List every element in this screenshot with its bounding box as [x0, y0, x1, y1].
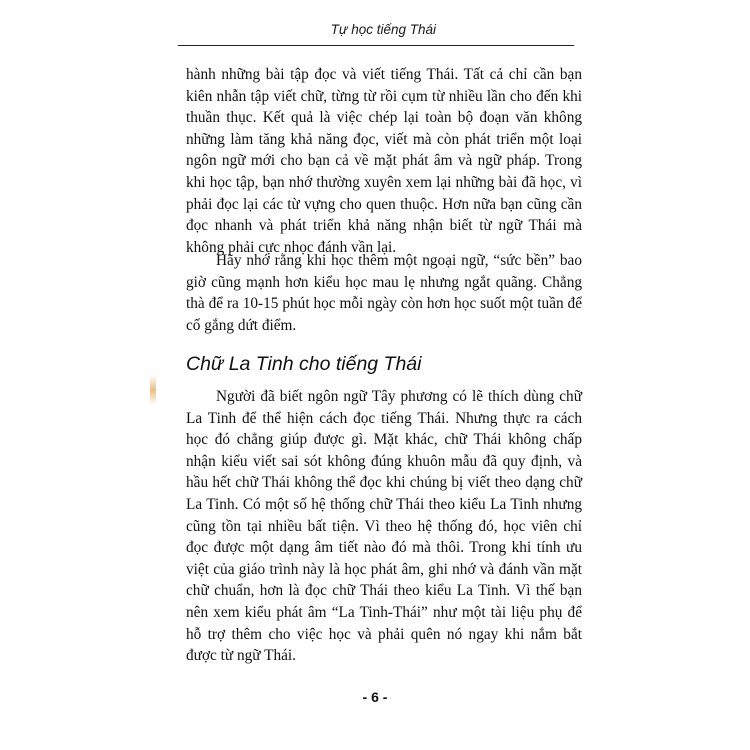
paragraph-3: Người đã biết ngôn ngữ Tây phương có lẽ thích dùng chữ La Tinh để thể hiện cách đọc tiếng Thái. Nhưng thực ra cách học đó chẳng giúp được gì. Mặt khác, chữ Thái không chấp nhận kiểu viết sai sót không đúng khuôn mẫu đã quy định, và hầu hết chữ Thái không thể đọc khi chúng bị viết theo dạng chữ La Tinh. Có một số hệ thống chữ Thái theo kiểu La Tinh nhưng cũng tồn tại nhiều bất tiện. Vì theo hệ thống đó, học viên chỉ đọc được một dạng âm tiết nào đó mà thôi. Trong khi tính ưu việt của giáo trình này là học phát âm, ghi nhớ và đánh vần mặt chữ chuẩn, hơn là đọc chữ Thái theo kiểu La Tinh. Vì thế bạn nên xem kiểu phát âm “La Tinh-Thái” như một tài liệu phụ để hỗ trợ thêm cho việc học và phải quên nó ngay khi nắm bắt được từ ngữ Thái.: [186, 388, 582, 665]
paragraph-3-block: [186, 386, 582, 667]
paragraph-1-block: [186, 64, 582, 258]
paper-stain-mark: [150, 375, 156, 405]
header-divider: [178, 45, 574, 46]
section-title: Chữ La Tinh cho tiếng Thái: [186, 353, 422, 375]
paragraph-1: hành những bài tập đọc và viết tiếng Thái. Tất cả chỉ cần bạn kiên nhẫn tập viết chữ, từng từ rồi cụm từ nhiều lần cho đến khi thuần thục. Kết quả là việc chép lại toàn bộ đoạn văn không những làm tăng khả năng đọc, viết mà còn phát triển một loại ngôn ngữ mới cho bạn cả về mặt phát âm và ngữ pháp. Trong khi học tập, bạn nhớ thường xuyên xem lại những bài đã học, vì phải đọc lại các từ vựng cho quen thuộc. Hơn nữa bạn cũng cần đọc nhanh và phát triển khả năng nhận biết từ ngữ Thái mà không phải cực nhọc đánh vần lại.: [186, 66, 582, 256]
paragraph-2-block: [186, 250, 582, 336]
paragraph-2: Hãy nhớ rằng khi học thêm một ngoại ngữ, “sức bền” bao giờ cũng mạnh hơn kiểu học mau lẹ nhưng ngắt quãng. Chẳng thà để ra 10-15 phút học mỗi ngày còn hơn học suốt một tuần để cố gắng dứt điểm.: [186, 252, 582, 334]
running-header: Tự học tiếng Thái: [330, 22, 436, 37]
page-number: - 6 -: [362, 689, 388, 705]
